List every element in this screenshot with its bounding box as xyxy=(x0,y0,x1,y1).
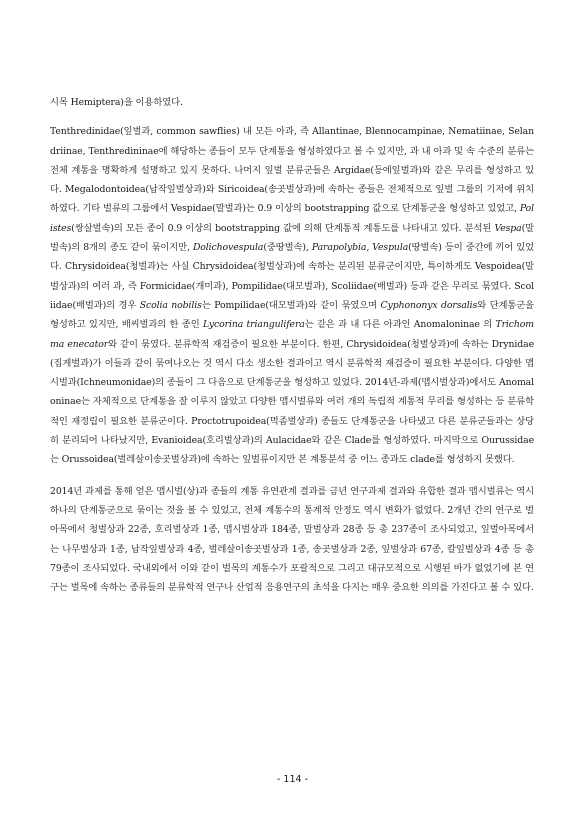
text-run: 는 같은 과 내 다른 아과인 Anomaloninae 의 xyxy=(304,319,496,331)
text-run: (땅벌속) 등이 중간에 끼어 있었다. Chrysidoidea(청벌과)는 사실 Chrysidoidea(청벌상과)에 속하는 분리된 분류군이지만, 특이하게도 Vespoidea(말벌상과)의 여러 과, 즉 Formicidae(개미과), Pompilidae(대모벌과), Scoliidae(배벌과) 등과 같은 무리로 묶였다. Scoliidae(배벌과)의 경우 xyxy=(50,242,534,311)
text-run: Tenthredinidae(잎벌과, common sawflies) 내 모든 아과, 즉 Allantinae, Blennocampinae, Nematiinae, Selandriinae, Tenthredininae에 해당하는 종들이 모두 단계통을 형성하였다고 볼 수 있지만, 과 내 아과 및 속 수준의 분류는 전체 계통을 명확하게 설명하고 있지 못하다. 나머지 잎벌 분류군들은 Argidae(등에잎벌과)와 같은 무리를 형성하고 있다. Megalodontoidea(납작잎벌상과)와 Siricoidea(송곳벌상과)에 속하는 종들은 전체적으로 잎벌 그룹의 기저에 위치하였다. 기타 벌류의 그룹에서 Vespidae(말벌과)는 0.9 이상의 bootstrapping 값으로 단계통군을 형성하고 있었고, xyxy=(50,126,534,215)
scientific-name: Parapolybia, Vespula xyxy=(311,242,409,254)
scientific-name: Cyphononyx dorsalis xyxy=(380,299,478,311)
text-run: (중땅벌속), xyxy=(263,242,312,254)
text-run: 2014년 과제를 통해 얻은 맵시벌(상)과 종들의 계통 유연관계 결과를 금년 연구과제 결과와 유합한 결과 맵시벌류는 역시 하나의 단계통군으로 묶이는 것을 볼 수 있었고, 전체 계통수의 통계적 안정도 역시 변화가 없었다. 2개년 간의 연구로 벌아목에서 청벌상과 22종, 호리벌상과 1종, 맵시벌상과 184종, 말벌상과 28종 등 총 237종이 조사되었고, 잎벌아목에서는 나무벌상과 1종, 납작잎벌상과 4종, 벌레살이송곳벌상과 1종, 송곳벌상과 2종, 잎벌상과 67종, 칼잎벌상과 4종 등 총 79종이 조사되었다. 국내외에서 이와 같이 벌목의 계통수가 포괄적으로 그리고 대규모적으로 시행된 바가 없었기에 본 연구는 벌목에 속하는 종류들의 분류학적 연구나 산업적 응용연구의 초석을 다지는 매우 중요한 의의를 가진다고 볼 수 있다. xyxy=(50,485,534,594)
paragraph-1 xyxy=(50,93,534,112)
scientific-name: Dolichovespula xyxy=(192,242,264,254)
scientific-name: Lycorina triangulifera xyxy=(202,319,305,331)
text-run: 와 같이 묶였다. 분류학적 재검증이 필요한 부분이다. 한편, Chrysidoidea(청벌상과)에 속하는 Drynidae(집게벌과)가 이들과 같이 묶여나오는 것 역시 다소 생소한 결과이고 역시 분류학적 재검증이 필요한 부분이다. 다양한 맵시벌과(Ichneumonidae)의 종들이 그 다음으로 단계통군을 형성하고 있었다. 2014년-과제(맵시벌상과)에서도 Anomaloninae는 자체적으로 단계통을 잘 이루지 않았고 다양한 맵시벌류와 여러 개의 독립적 계통적 무리를 형성하는 등 분류학적인 재정립이 필요한 분류군이다. Proctotrupoidea(먹좀벌상과) 종들도 단계통군을 나타냈고 다른 분류군들과는 상당히 분리되어 나타났지만, Evanioidea(호리벌상과)의 Aulacidae와 같은 Clade를 형성하였다. 마지막으로 Ourussidae는 Orussoidea(벌레살이송곳벌상과)에 속하는 잎벌류이지만 본 계통분석 중 어느 종과도 clade를 형성하지 못했다. xyxy=(50,338,534,466)
scientific-name: Scolia nobilis xyxy=(139,299,202,311)
page-number: - 114 - xyxy=(276,774,309,785)
scientific-name: Polistes xyxy=(50,203,534,234)
paragraph-2 xyxy=(50,122,534,469)
paragraph-3 xyxy=(50,482,534,598)
scientific-name: Trichomma enecator xyxy=(50,319,534,350)
text-run: 와 단계통군을 형성하고 있지만, 배씨벌과의 한 종인 xyxy=(50,299,534,331)
text-run: (쌍살벌속)의 모든 종이 0.9 이상의 bootstrapping 값에 의해 단계통적 계통도를 나타내고 있다. 분석된 xyxy=(71,222,495,234)
scientific-name: Vespa xyxy=(494,222,522,234)
text-run: (말벌속)의 8개의 종도 같이 묶이지만, xyxy=(50,222,534,254)
text-run: 는 Pompilidae(대모벌과)와 같이 묶였으며 xyxy=(201,299,381,311)
text-run: 시목 Hemiptera)을 이용하였다. xyxy=(50,97,183,108)
